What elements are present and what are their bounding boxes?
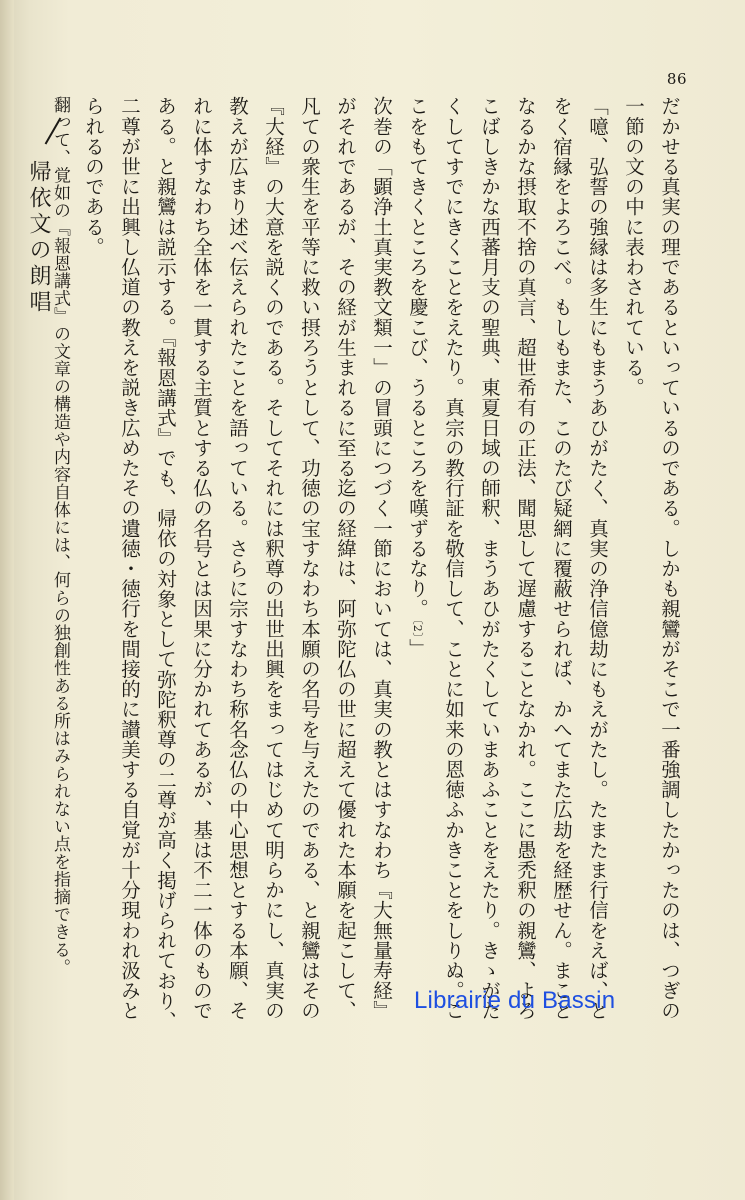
page-number: 86	[666, 70, 687, 88]
closing-paragraph: 翻って、覚如の『報恩講式』の文章の構造や内容自体には、何らの独創性ある所はみられない点を指摘できる。	[50, 96, 70, 976]
running-head: 帰依文の朗唱	[26, 160, 51, 316]
body-text	[50, 96, 687, 1036]
main-paragraph: 次巻の「顕浄土真実教文類一」の冒頭につづく一節においては、真実の教とはすなわち『大無量寿経』がそれであるが、その経が生まれるに至る迄の経緯は、阿弥陀仏の世に超えて優れた本願を起こして、凡ての衆生を平等に救い摂ろうとして、功徳の宝すなわち本願の名号を与えたのである、と親鸞はその『大経』の大意を説くのである。そしてそれには釈尊の出世出興をまってはじめて明らかにし、真実の教えが広まり述べ伝えられたことを語っている。さらに宗すなわち称名念仏の中心思想とする本願、それに体すなわち全体を一貫する主質とする仏の名号とは因果に分かれてあるが、基は不二一体のものである。と親鸞は説示する。『報恩講式』でも、帰依の対象として弥陀釈尊の二尊が高く掲げられており、二尊が世に出興し仏道の教えを説き広めたその遺徳・徳行を間接的に讃美する自覚が十分現われ汲みとられるのである。	[82, 96, 393, 1031]
page-gutter	[0, 0, 14, 1200]
note-reference: 〔2〕	[411, 618, 424, 639]
watermark: Librairie du Bassin	[414, 987, 616, 1014]
quotation-block	[399, 96, 615, 1036]
quotation-text	[399, 96, 615, 1036]
quotation-body: 「噫、弘誓の強縁は多生にもまうあひがたく、真実の浄信億劫にもえがたし。たまたま行信をえば、とをく宿縁をよろこべ。もしもまた、このたび疑網に覆蔽せられば、かへてまた広劫を経歴せん。まことなるかな摂取不捨の真言、超世希有の正法、聞思して遅慮することなかれ。ここに愚禿釈の親鸞、よろこばしきかな西蕃月支の聖典、東夏日域の師釈、まうあひがたくしていまあふことをえたり。きゝがたくしてすでにきくことをえたり。真宗の教行証を敬信して、ことに如来の恩徳ふかきことをしりぬ。ここをもてきくところを慶こび、うるところを嘆ずるなり。	[406, 96, 609, 1021]
quotation-close: 」	[406, 638, 429, 659]
intro-paragraph: だかせる真実の理であるといっているのである。しかも親鸞がそこで一番強調したかったのは、つぎの一節の文の中に表わされている。	[622, 96, 681, 1021]
